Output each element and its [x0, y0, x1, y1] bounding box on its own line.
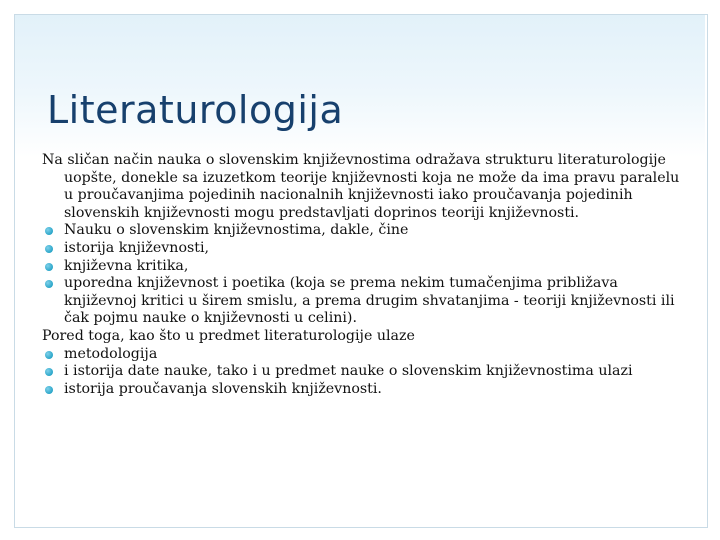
list-item-text: i istorija date nauke, tako i u predmet nauke o slovenskim književnostima ulazi: [64, 363, 633, 380]
bullet-icon: [45, 386, 53, 394]
list-item-text: uporedna književnost i poetika (koja se prema nekim tumačenjima približava književnoj kritici u širem smislu, a prema drugim shvatanjima - teoriji književnosti ili čak pojmu nauke o književnosti u celini).: [64, 275, 675, 327]
title-band: [15, 15, 705, 157]
bullet-icon: [45, 280, 53, 288]
list-item: [42, 346, 682, 364]
list-item: [42, 381, 682, 399]
list-item: [42, 240, 682, 258]
middle-paragraph: Pored toga, kao što u predmet literaturologije ulaze: [42, 327, 415, 344]
intro-paragraph: Na sličan način nauka o slovenskim književnostima odražava strukturu literaturologije uopšte, donekle sa izuzetkom teorije književnosti koja ne može da ima pravu paralelu u proučavanjima pojedinih nacionalnih književnosti iako proučavanja pojedinih slovenskih književnosti mogu predstavljati doprinos teoriji književnosti.: [42, 152, 680, 221]
list-item-text: istorija proučavanja slovenskih književnosti.: [64, 380, 382, 397]
bullet-icon: [45, 227, 53, 235]
list-item-text: istorija književnosti,: [64, 239, 210, 256]
bullet-icon: [45, 368, 53, 376]
list-item: [42, 258, 682, 276]
list-item: [42, 275, 682, 328]
bullet-icon: [45, 245, 53, 253]
bullet-icon: [45, 351, 53, 359]
list-item: [42, 222, 682, 240]
slide-body: [42, 152, 682, 398]
list-item-text: metodologija: [64, 345, 158, 362]
list-item: [42, 363, 682, 381]
bullet-icon: [45, 263, 53, 271]
list-item-text: književna kritika,: [64, 257, 189, 274]
list-item-text: Nauku o slovenskim književnostima, dakle, čine: [64, 222, 409, 239]
slide-title: Literaturologija: [47, 88, 344, 132]
